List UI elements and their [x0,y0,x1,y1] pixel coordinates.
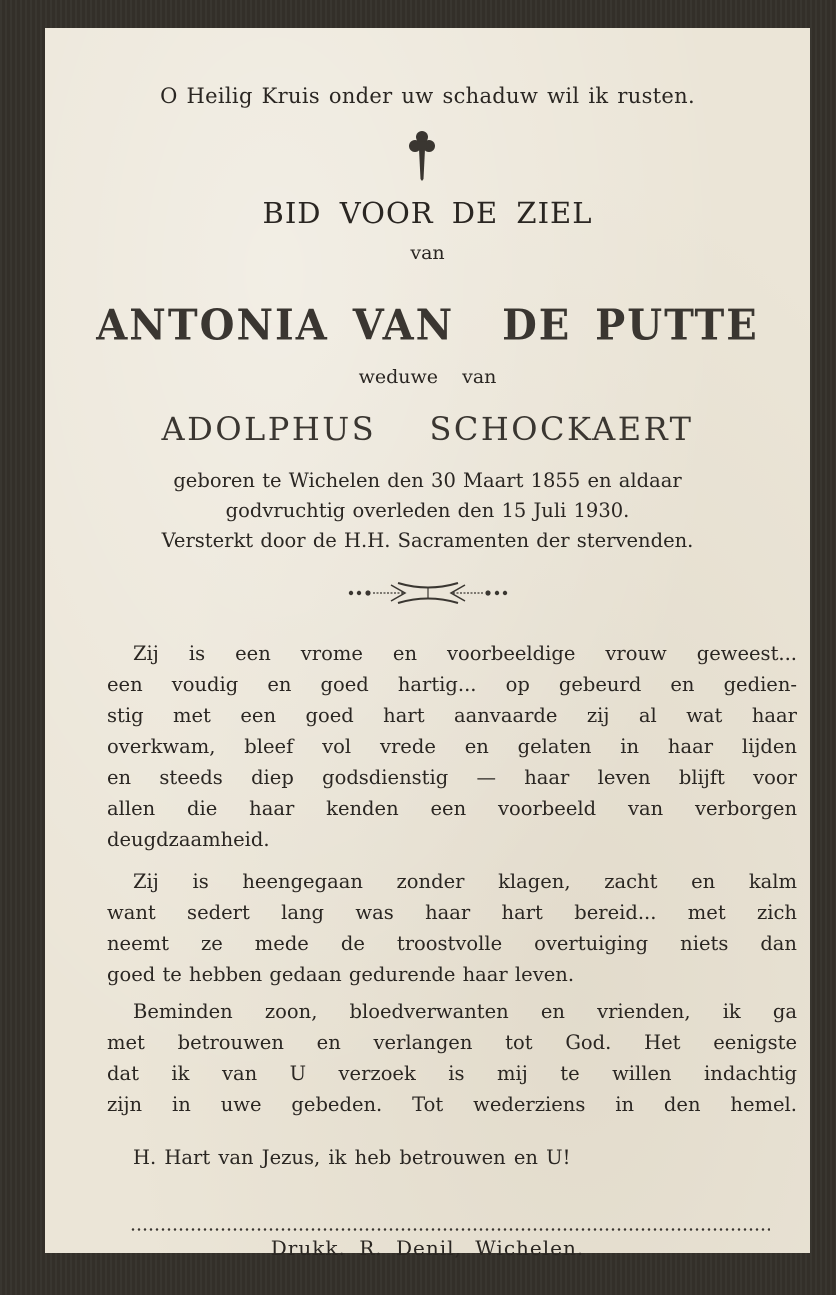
biography [45,466,810,556]
bio-line: geboren te Wichelen den 30 Maart 1855 en aldaar [173,469,682,492]
bio-line: Versterkt door de H.H. Sacramenten der stervenden. [161,529,694,552]
motto: O Heilig Kruis onder uw schaduw wil ik rusten. [160,84,695,108]
paragraph-1 [107,638,797,855]
text-line: allen die haar kenden een voorbeeld van verborgen [107,797,797,820]
relation-label: weduwe van [358,366,497,388]
deceased-name: ANTONIA VAN DE PUTTE [96,300,759,351]
text-line: Beminden zoon, bloedverwanten en vrienden, ik ga [133,1000,797,1023]
trefoil-cross-icon [408,129,436,181]
text-line: Zij is een vrome en voorbeeldige vrouw geweest... [133,642,797,665]
text-line: een voudig en goed hartig... op gebeurd en gedien- [107,673,797,696]
memorial-card [45,28,810,1260]
text-line: en steeds diep godsdienstig — haar leven blijft voor [107,766,797,789]
paragraph-2 [107,866,797,990]
text-line: stig met een goed hart aanvaarde zij al wat haar [107,704,797,727]
printer-credit: Drukk. R. Denil, Wichelen. [270,1236,585,1260]
dotted-divider [130,1228,770,1231]
text-line: deugdzaamheid. [107,828,270,851]
van-label: van [410,242,445,264]
text-line: overkwam, bleef vol vrede en gelaten in haar lijden [107,735,797,758]
text-line: want sedert lang was haar hart bereid... met zich [107,901,797,924]
heading: BID VOOR DE ZIEL [262,196,593,230]
decorative-divider-ornament-icon [343,578,513,608]
paragraph-3 [107,996,797,1120]
text-line: goed te hebben gedaan gedurende haar leven. [107,963,575,986]
text-line: dat ik van U verzoek is mij te willen indachtig [107,1062,797,1085]
text-line: neemt ze mede de troostvolle overtuiging niets dan [107,932,797,955]
closing-prayer: H. Hart van Jezus, ik heb betrouwen en U! [133,1146,571,1169]
text-line: met betrouwen en verlangen tot God. Het eenigste [107,1031,797,1054]
bio-line: godvruchtig overleden den 15 Juli 1930. [225,499,630,522]
spouse-name: ADOLPHUS SCHOCKAERT [161,410,694,448]
text-line: zijn in uwe gebeden. Tot wederziens in den hemel. [107,1093,797,1116]
text-line: Zij is heengegaan zonder klagen, zacht en kalm [133,870,797,893]
